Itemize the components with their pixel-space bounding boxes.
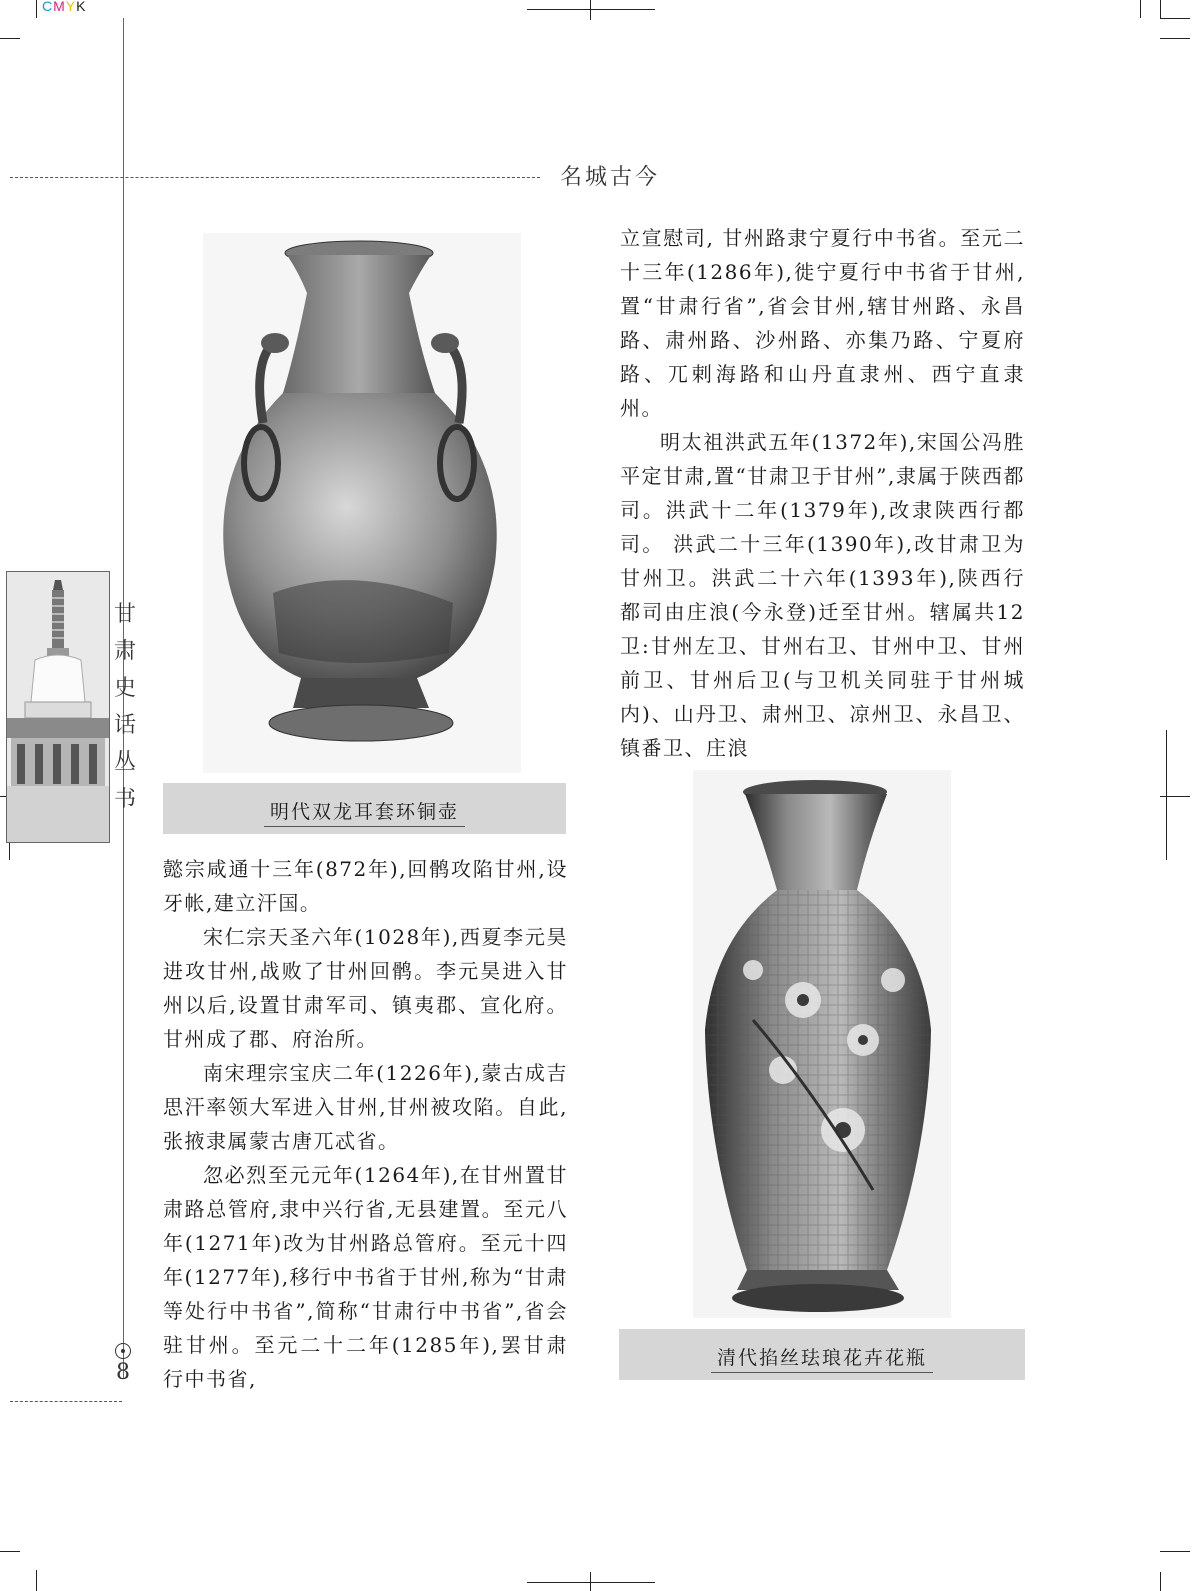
- bronze-pot-illustration: [203, 233, 521, 773]
- page-number: 8: [116, 1360, 130, 1385]
- paragraph: 立宣慰司, 甘州路隶宁夏行中书省。至元二十三年(1286年),徙宁夏行中书省于甘州,置“甘肃行省”,省会甘州,辖甘州路、永昌路、肃州路、沙州路、亦集乃路、宁夏府路、兀剌海路和山丹直隶州、西宁直隶州。: [620, 226, 1025, 420]
- running-header-title: 名城古今: [560, 165, 661, 190]
- registration-mark: [590, 0, 591, 20]
- registration-mark: [590, 1572, 591, 1591]
- series-title-vertical: 甘肃史话丛书: [113, 602, 136, 812]
- bronze-pot-image: [203, 233, 521, 773]
- crop-mark: [0, 38, 20, 39]
- figure-caption-text: 明代双龙耳套环铜壶: [264, 795, 465, 827]
- crop-mark: [36, 1570, 37, 1591]
- cmyk-color-bar: CMYK: [42, 0, 87, 14]
- figure-caption-text: 清代掐丝珐琅花卉花瓶: [711, 1341, 933, 1373]
- right-text-column: [620, 221, 1025, 765]
- crop-mark: [1160, 0, 1161, 18]
- crop-mark: [36, 0, 37, 18]
- cloisonne-vase-illustration: [693, 770, 951, 1318]
- page-marker-icon: [115, 1343, 131, 1359]
- crop-mark: [1160, 1551, 1190, 1552]
- registration-mark: [1160, 796, 1190, 797]
- figure-caption-cloisonne-vase: [619, 1329, 1025, 1380]
- paragraph: 懿宗咸通十三年(872年),回鹘攻陷甘州,设牙帐,建立汗国。: [163, 857, 568, 915]
- pagoda-thumbnail-image: [6, 571, 110, 843]
- paragraph: 明太祖洪武五年(1372年),宋国公冯胜平定甘肃,置“甘肃卫于甘州”,隶属于陕西都司。洪武十二年(1379年),改隶陕西行都司。 洪武二十三年(1390年),改甘肃卫为甘州卫。洪武二十六年(1393年),陕西行都司由庄浪(今永登)迁至甘州。辖属共12卫:甘州左卫、甘州右卫、甘州中卫、甘州前卫、甘州后卫(与卫机关同驻于甘州城内)、山丹卫、肃州卫、凉州卫、永昌卫、镇番卫、庄浪: [620, 430, 1025, 760]
- crop-mark: [1160, 38, 1190, 39]
- paragraph: 忽必烈至元元年(1264年),在甘州置甘肃路总管府,隶中兴行省,无县建置。至元八年(1271年)改为甘州路总管府。至元十四年(1277年),移行中书省于甘州,称为“甘肃等处行中书省”,简称“甘肃行中书省”,省会驻甘州。至元二十二年(1285年),罢甘肃行中书省,: [163, 1163, 568, 1391]
- crop-mark: [1160, 1572, 1161, 1591]
- footer-rule: [10, 1401, 122, 1402]
- header-rule: [10, 177, 540, 178]
- registration-mark: [527, 9, 655, 10]
- registration-mark: [1166, 730, 1167, 860]
- crop-mark: [1160, 18, 1190, 19]
- figure-caption-bronze-pot: [163, 783, 566, 834]
- pagoda-illustration: [7, 572, 109, 842]
- crop-mark: [0, 1551, 20, 1552]
- paragraph: 南宋理宗宝庆二年(1226年),蒙古成吉思汗率领大军进入甘州,甘州被攻陷。自此,张掖隶属蒙古唐兀忒省。: [163, 1061, 568, 1153]
- crop-mark: [1140, 0, 1141, 18]
- registration-mark: [527, 1582, 655, 1583]
- paragraph: 宋仁宗天圣六年(1028年),西夏李元昊进攻甘州,战败了甘州回鹘。李元昊进入甘州以后,设置甘肃军司、镇夷郡、宣化府。甘州成了郡、府治所。: [163, 925, 568, 1051]
- left-text-column: [163, 852, 568, 1396]
- cloisonne-vase-image: [693, 770, 951, 1318]
